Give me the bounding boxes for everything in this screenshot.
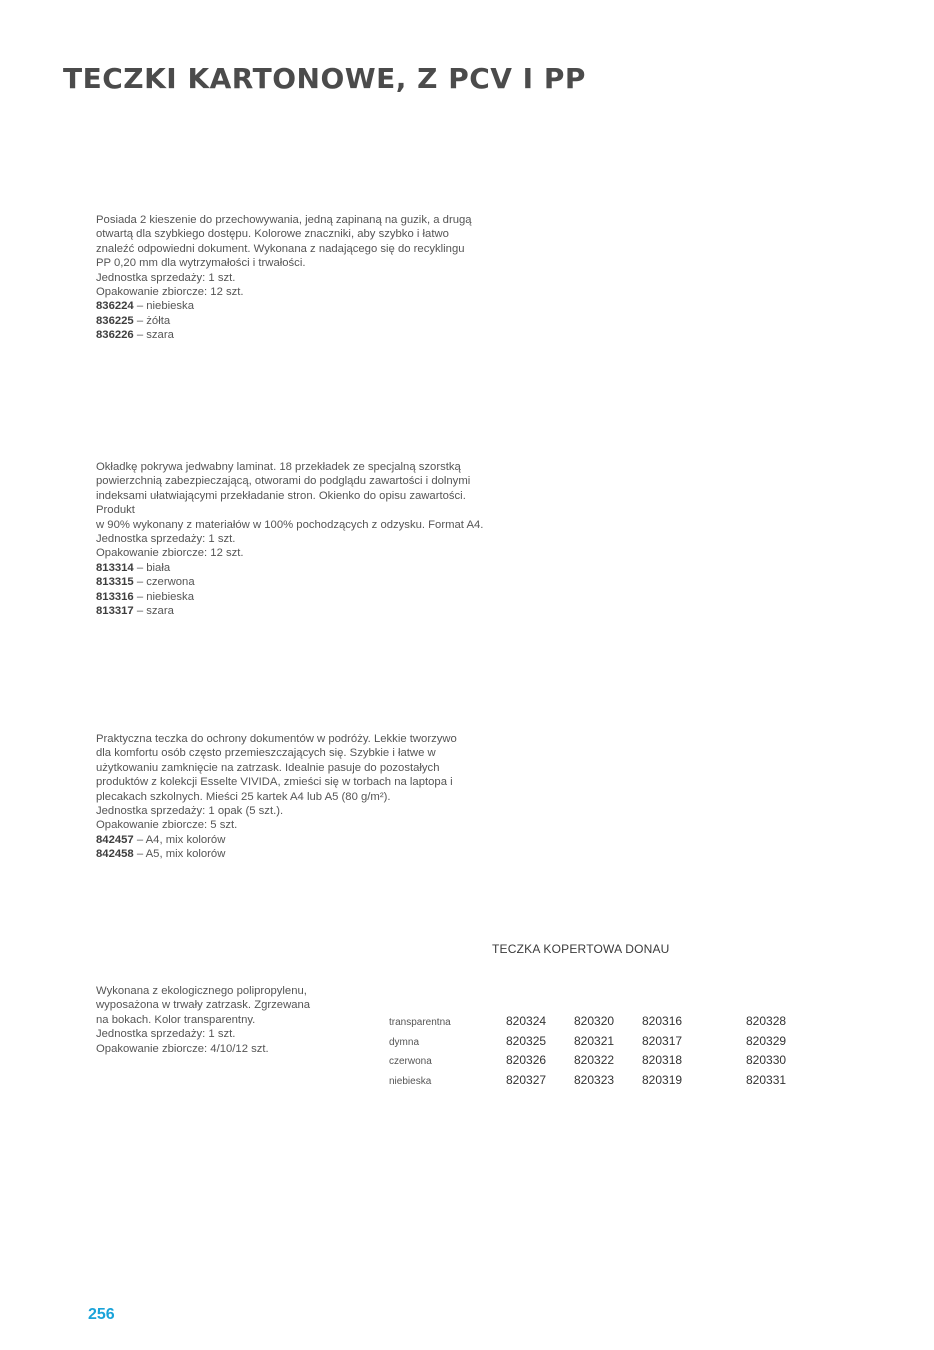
description-line: produktów z kolekcji Esselte VIVIDA, zmieści się w torbach na laptopa i bbox=[96, 776, 453, 789]
product-code: 836226 bbox=[96, 329, 134, 342]
table-cell: 820318 bbox=[642, 1053, 683, 1067]
product-code-line bbox=[96, 847, 476, 861]
sales-unit: Jednostka sprzedaży: 1 szt. bbox=[96, 1028, 236, 1041]
product-variant: – żółta bbox=[133, 314, 171, 327]
table-cell: 820325 bbox=[506, 1033, 547, 1048]
description-line: wyposażona w trwały zatrzask. Zgrzewana bbox=[96, 999, 311, 1012]
table-cell: 820327 bbox=[506, 1072, 547, 1087]
product-variant: – czerwona bbox=[133, 576, 195, 589]
description-line: dla komfortu osób często przemieszczających się. Szybkie i łatwe w bbox=[96, 747, 436, 760]
table-cell: 820331 bbox=[746, 1072, 787, 1087]
page-title: TECZKI KARTONOWE, Z PCV I PP bbox=[63, 62, 586, 95]
description-line: indeksami ułatwiającymi przekładanie stron. Okienko do opisu zawartości. Produkt bbox=[96, 489, 466, 517]
table-title: TECZKA KOPERTOWA DONAU bbox=[492, 942, 670, 956]
table-cell: 820316 bbox=[642, 1014, 683, 1028]
description-line: Wykonana z ekologicznego polipropylenu, bbox=[96, 985, 307, 997]
product-code-line bbox=[96, 833, 476, 847]
description-line: plecakach szkolnych. Mieści 25 kartek A4 lub A5 (80 g/m²). bbox=[96, 790, 391, 803]
product-code-line bbox=[96, 575, 506, 589]
product-code: 813316 bbox=[96, 590, 134, 603]
product-description-2 bbox=[96, 460, 506, 618]
product-description-3 bbox=[96, 732, 476, 862]
bulk-packaging: Opakowanie zbiorcze: 12 szt. bbox=[96, 286, 244, 299]
table-cell: 820328 bbox=[746, 1014, 787, 1028]
table-cell: 820322 bbox=[574, 1053, 615, 1067]
product-description-1 bbox=[96, 213, 476, 343]
color-label: niebieska bbox=[389, 1075, 432, 1087]
product-code: 813314 bbox=[96, 561, 134, 574]
table-cell: 820326 bbox=[506, 1053, 547, 1067]
description-line: w 90% wykonany z materiałów w 100% pochodzących z odzysku. Format A4. bbox=[96, 518, 484, 531]
table-cell: 820329 bbox=[746, 1033, 787, 1048]
product-code-line bbox=[96, 299, 476, 313]
product-variant: – biała bbox=[133, 561, 171, 574]
table-cell: 820323 bbox=[574, 1072, 615, 1087]
product-code-line bbox=[96, 561, 506, 575]
table-cell: 820317 bbox=[642, 1033, 683, 1048]
table-cell: 820321 bbox=[574, 1033, 615, 1048]
product-code: 836225 bbox=[96, 314, 134, 327]
bulk-packaging: Opakowanie zbiorcze: 4/10/12 szt. bbox=[96, 1042, 269, 1055]
product-variant: – szara bbox=[133, 605, 174, 618]
table-cell: 820324 bbox=[506, 1014, 547, 1028]
description-line: PP 0,20 mm dla wytrzymałości i trwałości. bbox=[96, 257, 306, 270]
product-variant: – A4, mix kolorów bbox=[133, 833, 226, 846]
description-line: użytkowaniu zamknięcie na zatrzask. Idealnie pasuje do pozostałych bbox=[96, 761, 440, 774]
table-cell: 820320 bbox=[574, 1014, 615, 1028]
table-cell: 820319 bbox=[642, 1072, 683, 1087]
description-line: Okładkę pokrywa jedwabny laminat. 18 przekładek ze specjalną szorstką bbox=[96, 461, 461, 473]
product-code-line bbox=[96, 590, 506, 604]
description-line: otwartą dla szybkiego dostępu. Kolorowe znaczniki, aby szybko i łatwo bbox=[96, 228, 449, 241]
description-line: powierzchnią zabezpieczającą, otworami do podglądu zawartości i dolnymi bbox=[96, 475, 471, 488]
product-variant: – A5, mix kolorów bbox=[133, 848, 226, 861]
description-line: znaleźć odpowiedni dokument. Wykonana z nadającego się do recyklingu bbox=[96, 242, 465, 255]
product-description-4 bbox=[96, 984, 321, 1056]
page-number: 256 bbox=[88, 1306, 115, 1323]
product-variant: – niebieska bbox=[133, 300, 194, 313]
color-label: dymna bbox=[389, 1036, 420, 1048]
product-code: 836224 bbox=[96, 300, 134, 313]
product-code-line bbox=[96, 604, 506, 618]
product-code: 813317 bbox=[96, 605, 134, 618]
table-cell: 820330 bbox=[746, 1053, 787, 1067]
product-code: 842457 bbox=[96, 833, 134, 846]
color-label: transparentna bbox=[389, 1017, 451, 1028]
description-line: Posiada 2 kieszenie do przechowywania, jedną zapinaną na guzik, a drugą bbox=[96, 214, 472, 226]
description-line: na bokach. Kolor transparentny. bbox=[96, 1013, 256, 1026]
sales-unit: Jednostka sprzedaży: 1 opak (5 szt.). bbox=[96, 805, 284, 818]
product-code: 842458 bbox=[96, 848, 134, 861]
product-variant: – szara bbox=[133, 329, 174, 342]
product-code-line bbox=[96, 314, 476, 328]
sales-unit: Jednostka sprzedaży: 1 szt. bbox=[96, 271, 236, 284]
product-variant: – niebieska bbox=[133, 590, 194, 603]
bulk-packaging: Opakowanie zbiorcze: 12 szt. bbox=[96, 547, 244, 560]
product-code: 813315 bbox=[96, 576, 134, 589]
description-line: Praktyczna teczka do ochrony dokumentów w podróży. Lekkie tworzywo bbox=[96, 733, 457, 745]
bulk-packaging: Opakowanie zbiorcze: 5 szt. bbox=[96, 819, 238, 832]
color-label: czerwona bbox=[389, 1056, 432, 1067]
product-code-line bbox=[96, 328, 476, 342]
sales-unit: Jednostka sprzedaży: 1 szt. bbox=[96, 533, 236, 546]
